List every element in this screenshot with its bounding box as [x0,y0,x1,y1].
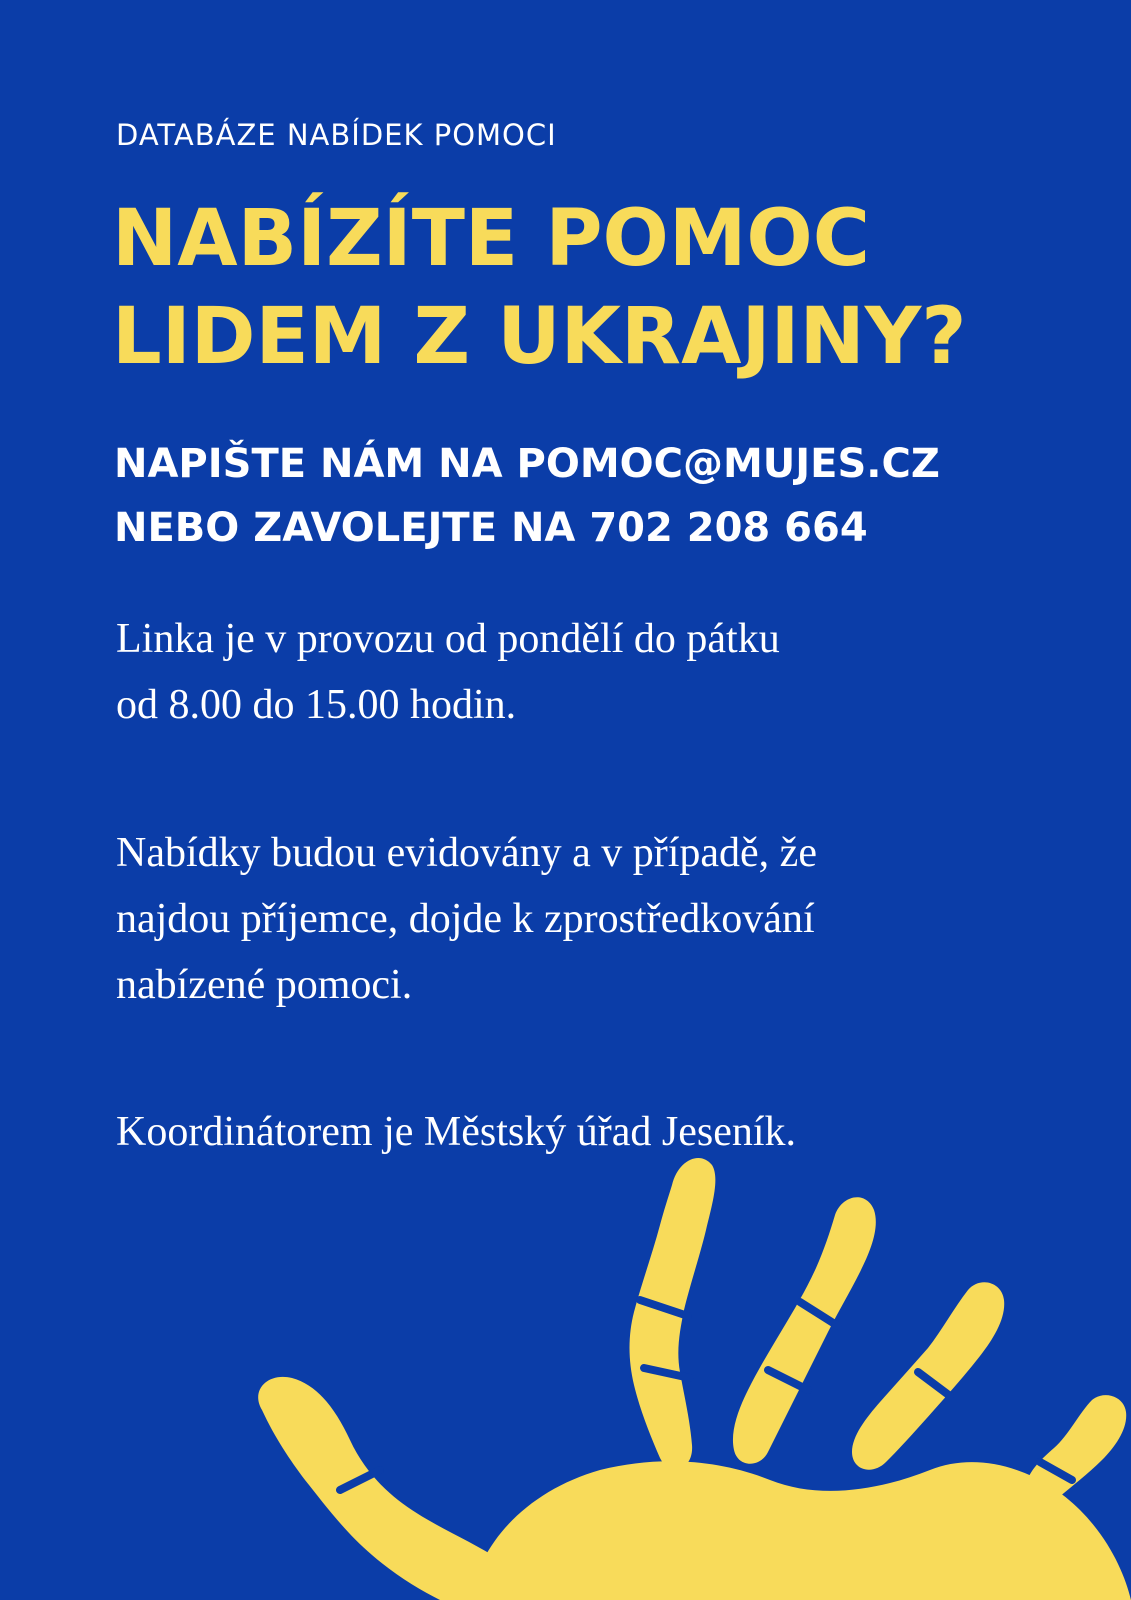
contact-phone-line: NEBO ZAVOLEJTE NA 702 208 664 [114,505,868,551]
coordinator-line: Koordinátorem je Městský úřad Jeseník. [116,1109,797,1155]
hours-line-2: od 8.00 do 15.00 hodin. [116,682,517,728]
kicker-title: DATABÁZE NABÍDEK POMOCI [116,118,557,152]
offers-line-3: nabízené pomoci. [116,962,413,1008]
headline [112,190,1072,386]
headline-line-2: LIDEM Z UKRAJINY? [112,292,967,382]
offers-paragraph [116,820,1016,1018]
hand-finger-middle [733,1197,876,1463]
contact-info [114,432,1074,560]
headline-line-1: NABÍZÍTE POMOC [112,194,870,284]
hand-icon [0,1140,1131,1600]
contact-email-line: NAPIŠTE NÁM NA POMOC@MUJES.CZ [114,441,940,487]
hand-finger-little [1026,1395,1126,1504]
hand-thumb [258,1377,513,1600]
offers-line-1: Nabídky budou evidovány a v případě, že [116,830,817,876]
hours-paragraph [116,606,1016,738]
offers-line-2: najdou příjemce, dojde k zprostředkování [116,896,815,942]
hours-line-1: Linka je v provozu od pondělí do pátku [116,616,780,662]
